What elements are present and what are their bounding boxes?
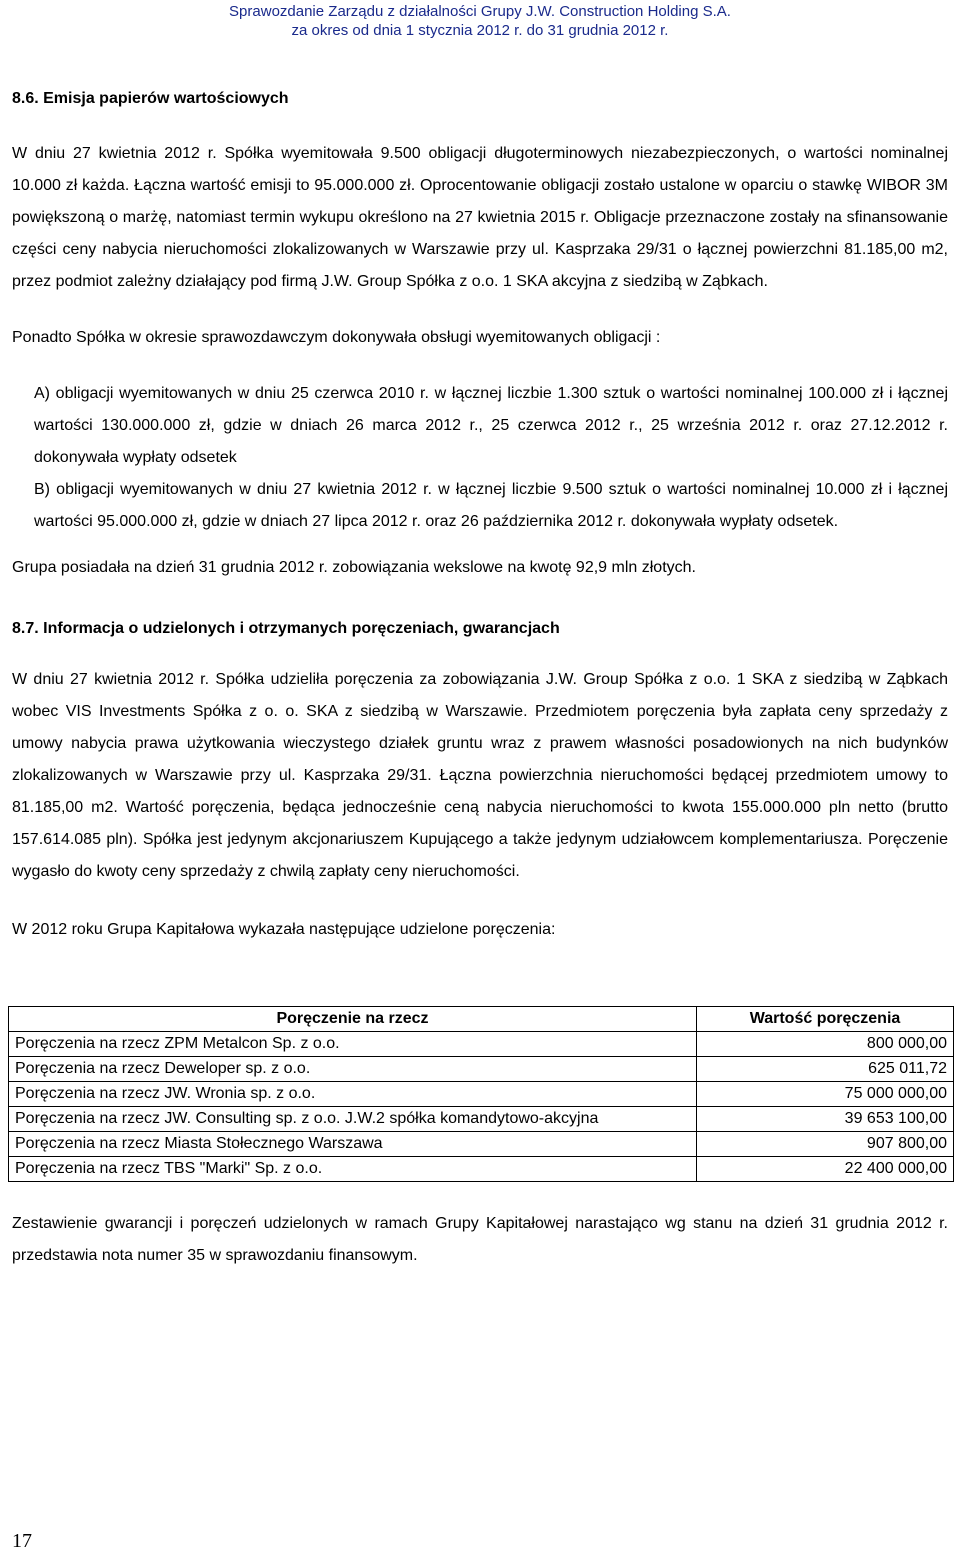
row-value: 75 000 000,00 xyxy=(697,1082,954,1107)
header-line-1: Sprawozdanie Zarządu z działalności Grupy J.W. Construction Holding S.A. xyxy=(229,3,731,20)
table-row xyxy=(9,1057,954,1082)
row-value: 22 400 000,00 xyxy=(697,1157,954,1182)
table-row xyxy=(9,1157,954,1182)
column-header-value: Wartość poręczenia xyxy=(697,1007,954,1032)
table-row xyxy=(9,1132,954,1157)
guarantees-table xyxy=(8,1006,954,1182)
bond-item-b xyxy=(12,474,948,538)
header-line-2: za okres od dnia 1 stycznia 2012 r. do 31 grudnia 2012 r. xyxy=(291,22,669,39)
row-value: 39 653 100,00 xyxy=(697,1107,954,1132)
row-recipient: Poręczenia na rzecz Deweloper sp. z o.o. xyxy=(9,1057,697,1082)
row-value: 625 011,72 xyxy=(697,1057,954,1082)
row-recipient: Poręczenia na rzecz Miasta Stołecznego Warszawa xyxy=(9,1132,697,1157)
page-header xyxy=(0,0,960,50)
bond-item-a xyxy=(12,378,948,474)
page-number: 17 xyxy=(12,1530,32,1552)
section-8-7-paragraph-3: Zestawienie gwarancji i poręczeń udzielonych w ramach Grupy Kapitałowej narastająco wg stanu na dzień 31 grudnia 2012 r. przedstawia nota numer 35 w sprawozdaniu finansowym. xyxy=(12,1215,948,1264)
row-value: 800 000,00 xyxy=(697,1032,954,1057)
section-8-7-heading: 8.7. Informacja o udzielonych i otrzymanych poręczeniach, gwarancjach xyxy=(12,620,560,637)
table-row xyxy=(9,1082,954,1107)
row-recipient: Poręczenia na rzecz TBS "Marki" Sp. z o.o. xyxy=(9,1157,697,1182)
table-header-row xyxy=(9,1007,954,1032)
row-recipient: Poręczenia na rzecz JW. Consulting sp. z o.o. J.W.2 spółka komandytowo-akcyjna xyxy=(9,1107,697,1132)
table-row xyxy=(9,1032,954,1057)
bond-item-b-text: B) obligacji wyemitowanych w dniu 27 kwietnia 2012 r. w łącznej liczbie 9.500 sztuk o wartości nominalnej 10.000 zł i łącznej wartości 95.000.000 zł, gdzie w dniach 27 lipca 2012 r. oraz 26 października 2012 r. dokonywała wypłaty odsetek. xyxy=(34,481,948,530)
row-recipient: Poręczenia na rzecz JW. Wronia sp. z o.o. xyxy=(9,1082,697,1107)
section-8-7-paragraph-1: W dniu 27 kwietnia 2012 r. Spółka udzieliła poręczenia za zobowiązania J.W. Group Spółka z o.o. 1 SKA z siedzibą w Ząbkach wobec VIS Investments Spółka z o. o. SKA z siedzibą w Warszawie. Przedmiotem poręczenia była zapłata ceny sprzedaży z umowy nabycia prawa użytkowania wieczystego działek gruntu wraz z prawem własności posadowionych na nich budynków zlokalizowanych w Warszawie przy ul. Kasprzaka 29/31. Łączna powierzchnia nieruchomości będącej przedmiotem umowy to 81.185,00 m2. Wartość poręczenia, będąca jednocześnie ceną nabycia nieruchomości to kwota 155.000.000 pln netto (brutto 157.614.085 pln). Spółka jest jedynym akcjonariuszem Kupującego a także jedynym udziałowcem komplementariusza. Poręczenie wygasło do kwoty ceny sprzedaży z chwilą zapłaty ceny nieruchomości. xyxy=(12,671,948,880)
section-8-6-paragraph-3: Grupa posiadała na dzień 31 grudnia 2012 r. zobowiązania wekslowe na kwotę 92,9 mln złotych. xyxy=(12,559,696,576)
row-value: 907 800,00 xyxy=(697,1132,954,1157)
section-8-6-heading: 8.6. Emisja papierów wartościowych xyxy=(12,90,289,107)
table-row xyxy=(9,1107,954,1132)
row-recipient: Poręczenia na rzecz ZPM Metalcon Sp. z o.o. xyxy=(9,1032,697,1057)
section-8-6-paragraph-2: Ponadto Spółka w okresie sprawozdawczym dokonywała obsługi wyemitowanych obligacji : xyxy=(12,329,661,346)
bond-item-a-text: A) obligacji wyemitowanych w dniu 25 czerwca 2010 r. w łącznej liczbie 1.300 sztuk o wartości nominalnej 100.000 zł i łącznej wartości 130.000.000 zł, gdzie w dniach 26 marca 2012 r., 25 czerwca 2012 r., 25 września 2012 r. oraz 27.12.2012 r. dokonywała wypłaty odsetek xyxy=(34,385,948,466)
document-body xyxy=(12,88,948,1272)
column-header-recipient: Poręczenie na rzecz xyxy=(9,1007,697,1032)
section-8-7-paragraph-2: W 2012 roku Grupa Kapitałowa wykazała następujące udzielone poręczenia: xyxy=(12,921,556,938)
section-8-6-paragraph-1: W dniu 27 kwietnia 2012 r. Spółka wyemitowała 9.500 obligacji długoterminowych niezabezpieczonych, o wartości nominalnej 10.000 zł każda. Łączna wartość emisji to 95.000.000 zł. Oprocentowanie obligacji zostało ustalone w oparciu o stawkę WIBOR 3M powiększoną o marżę, natomiast termin wykupu określono na 27 kwietnia 2015 r. Obligacje przeznaczone zostały na sfinansowanie części ceny nabycia nieruchomości zlokalizowanych w Warszawie przy ul. Kasprzaka 29/31 o łącznej powierzchni 81.185,00 m2, przez podmiot zależny działający pod firmą J.W. Group Spółka z o.o. 1 SKA akcyjna z siedzibą w Ząbkach. xyxy=(12,145,948,290)
